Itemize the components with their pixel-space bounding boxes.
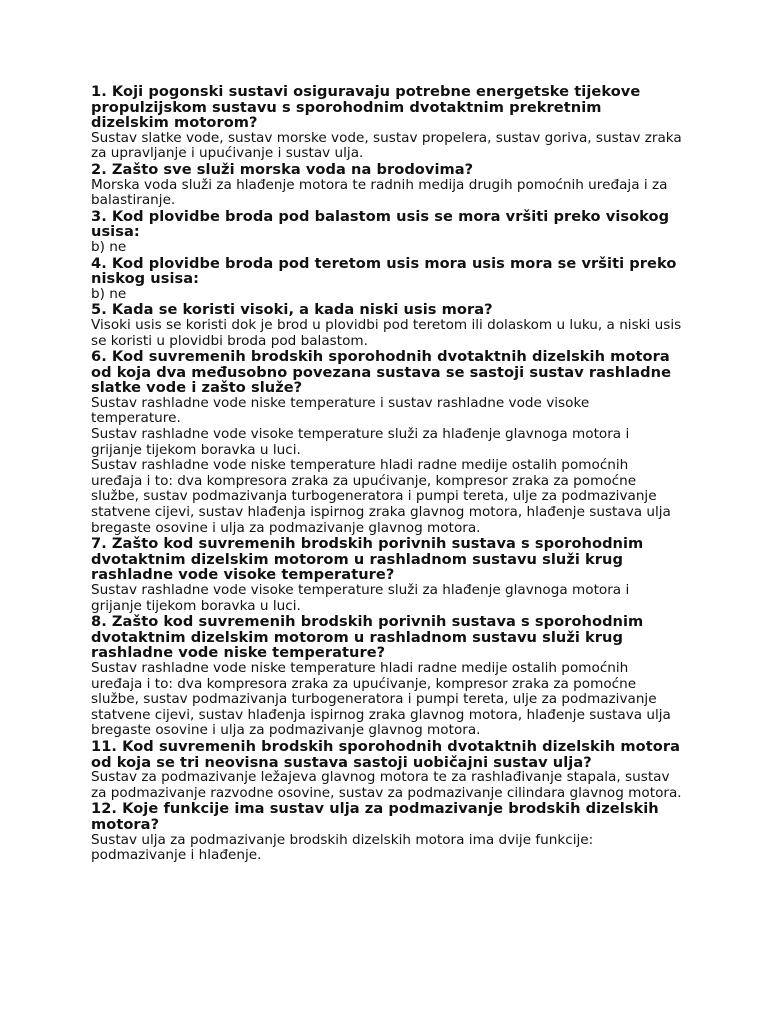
answer-paragraph: Sustav rashladne vode niske temperature hladi radne medije ostalih pomoćnih uređaja i to: dva kompresora zraka za upućivanje, kompresor zraka za pomoćne službe, sustav podmazivanja turbogeneratora i pumpi tereta, ulje za podmazivanje statvene cijevi, sustav hlađenja ispirnog zraka glavnog motora, hlađenje sustava ulja bregaste osovine i ulja za podmazivanje glavnog motora. xyxy=(91,457,671,536)
question-heading: 4. Kod plovidbe broda pod teretom usis mora usis mora se vršiti preko niskog usisa: xyxy=(91,254,677,288)
qa-item-12 xyxy=(91,801,683,863)
answer-paragraph: Sustav rashladne vode niske temperature hladi radne medije ostalih pomoćnih uređaja i to: dva kompresora zraka za upućivanje, kompresor zraka za pomoćne službe, sustav podmazivanja turbogeneratora i pumpi tereta, ulje za podmazivanje statvene cijevi, sustav hlađenja ispirnog zraka glavnog motora, hlađenje sustava ulja bregaste osovine i ulja za podmazivanje glavnog motora. xyxy=(91,659,671,739)
question-heading: 8. Zašto kod suvremenih brodskih porivnih sustava s sporohodnim dvotaktnim dizelskim motorom u rashladnom sustavu služi krug rashladne vode niske temperature? xyxy=(91,613,644,662)
question-heading: 11. Kod suvremenih brodskih sporohodnih dvotaktnih dizelskih motora od koja se tri neovisna sustava sastoji uobičajni sustav ulja? xyxy=(91,737,680,771)
question-heading: 5. Kada se koristi visoki, a kada niski usis mora? xyxy=(91,301,493,319)
qa-item-1 xyxy=(91,84,683,162)
answer-paragraph: Sustav ulja za podmazivanje brodskih dizelskih motora ima dvije funkcije: podmazivanje i hlađenje. xyxy=(91,831,594,864)
answer-paragraph: b) ne xyxy=(91,238,127,255)
answer-paragraph: b) ne xyxy=(91,285,127,302)
question-heading: 2. Zašto sve služi morska voda na brodovima? xyxy=(91,160,474,178)
document-page xyxy=(91,84,683,864)
answer-paragraph: Sustav rashladne vode visoke temperature služi za hlađenje glavnoga motora i grijanje tijekom boravka u luci. xyxy=(91,426,630,458)
answer-paragraph: Sustav rashladne vode niske temperature i sustav rashladne vode visoke temperature. xyxy=(91,394,590,427)
qa-item-8 xyxy=(91,614,683,739)
qa-item-6 xyxy=(91,349,683,536)
qa-item-4 xyxy=(91,256,683,303)
answer-paragraph: Sustav slatke vode, sustav morske vode, sustav propelera, sustav goriva, sustav zraka za upravljanje i upućivanje i sustav ulja. xyxy=(91,129,682,162)
qa-item-7 xyxy=(91,536,683,614)
question-heading: 1. Koji pogonski sustavi osiguravaju potrebne energetske tijekove propulzijskom sustavu s sporohodnim dvotaktnim prekretnim dizelskim motorom? xyxy=(91,83,641,132)
qa-item-3 xyxy=(91,209,683,256)
question-heading: 3. Kod plovidbe broda pod balastom usis se mora vršiti preko visokog usisa: xyxy=(91,207,670,241)
answer-paragraph: Visoki usis se koristi dok je brod u plovidbi pod teretom ili dolaskom u luku, a niski usis se koristi u plovidbi broda pod balastom. xyxy=(91,316,682,349)
question-heading: 7. Zašto kod suvremenih brodskih porivnih sustava s sporohodnim dvotaktnim dizelskim motorom u rashladnom sustavu služi krug rashladne vode visoke temperature? xyxy=(91,535,644,584)
answer-paragraph: Sustav rashladne vode visoke temperature služi za hlađenje glavnoga motora i grijanje tijekom boravka u luci. xyxy=(91,582,630,614)
qa-item-5 xyxy=(91,302,683,349)
answer-paragraph: Morska voda služi za hlađenje motora te radnih medija drugih pomoćnih uređaja i za balastiranje. xyxy=(91,176,668,209)
question-heading: 12. Koje funkcije ima sustav ulja za podmazivanje brodskih dizelskih motora? xyxy=(91,800,659,833)
qa-item-2 xyxy=(91,162,683,209)
question-heading: 6. Kod suvremenih brodskih sporohodnih dvotaktnih dizelskih motora od koja dva međusobno povezana sustava se sastoji sustav rashladne slatke vode i zašto služe? xyxy=(91,348,672,397)
answer-paragraph: Sustav za podmazivanje ležajeva glavnog motora te za rashlađivanje stapala, sustav za podmazivanje razvodne osovine, sustav za podmazivanje cilindara glavnog motora. xyxy=(91,769,682,801)
qa-item-11 xyxy=(91,739,683,801)
